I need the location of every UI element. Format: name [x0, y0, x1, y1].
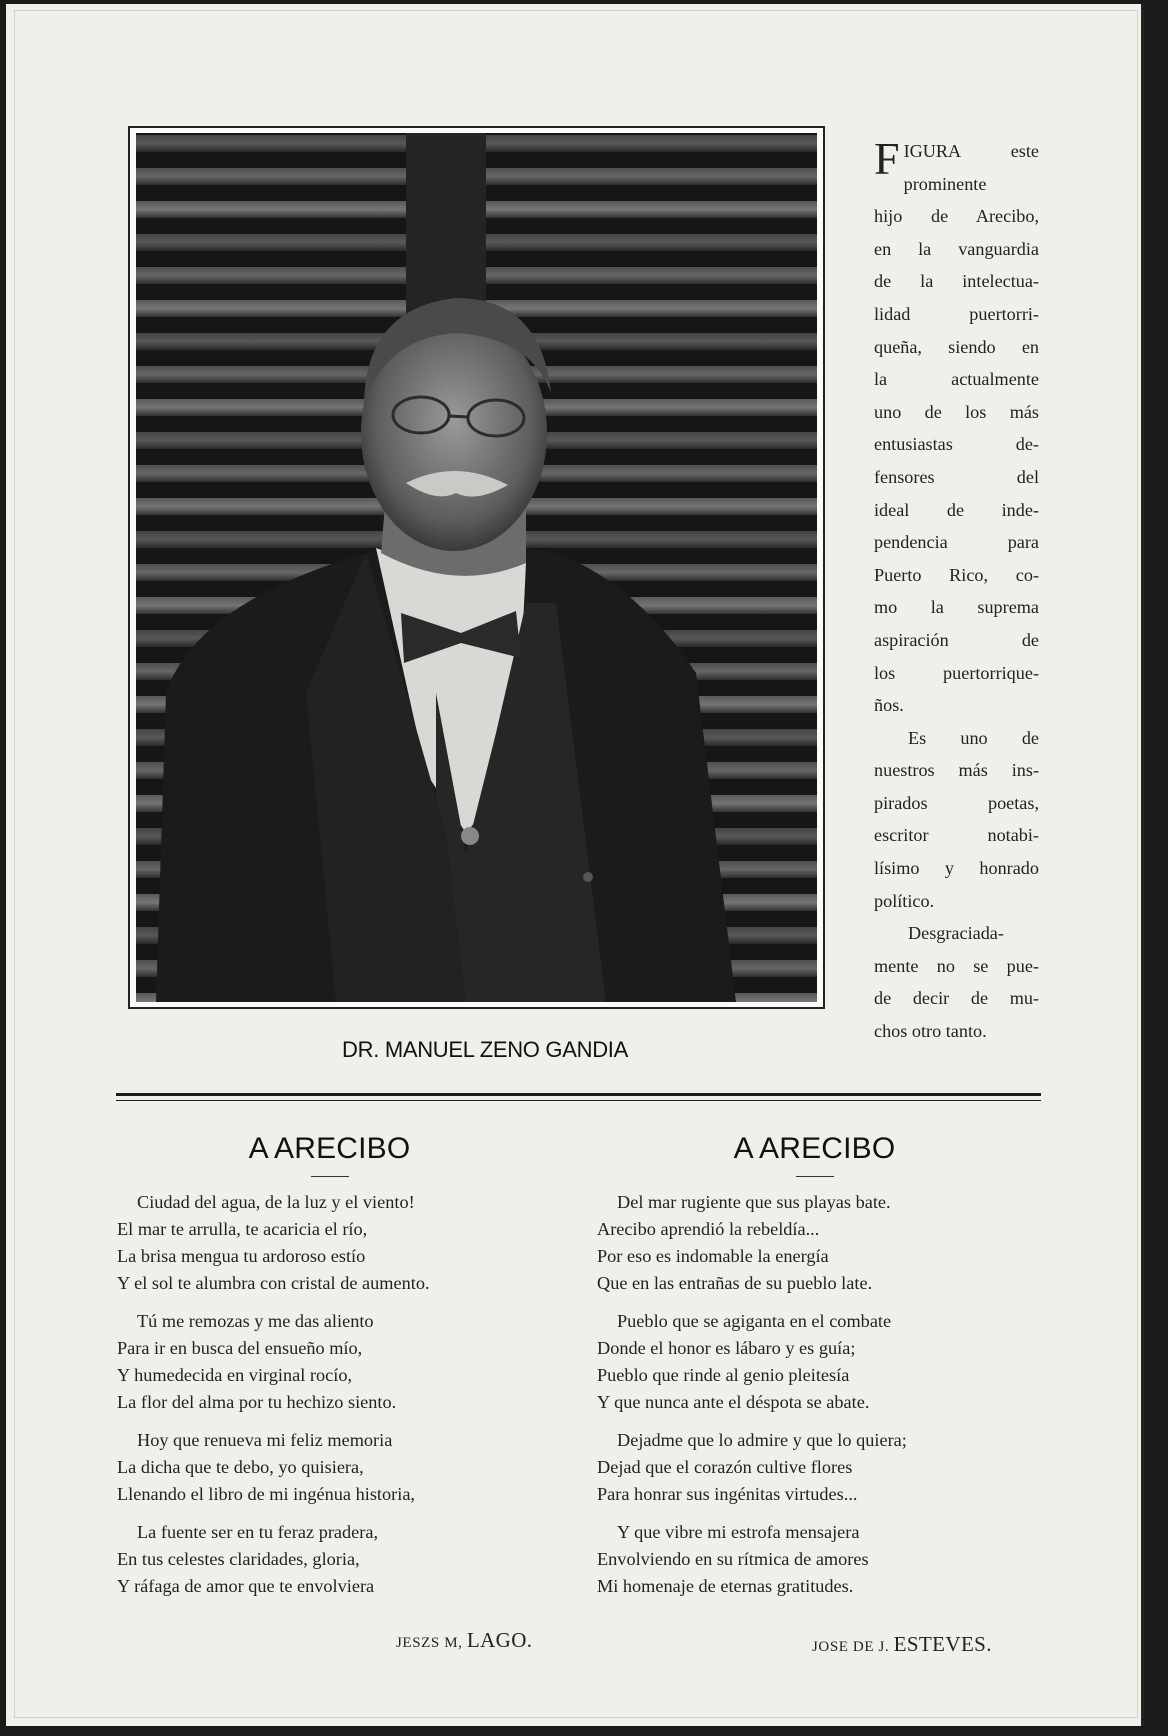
sidebar-line: los puertorrique-	[874, 662, 1039, 683]
poem-line: Para honrar sus ingénitas virtudes...	[597, 1484, 858, 1504]
sidebar-line: fensores del	[874, 466, 1039, 487]
sidebar-line: aspiración de	[874, 629, 1039, 650]
sidebar-line: pirados poetas,	[874, 792, 1039, 813]
dropcap-letter: F	[874, 133, 900, 184]
sidebar-line: uno de los más	[874, 401, 1039, 422]
poem-line: Dejad que el corazón cultive flores	[597, 1457, 853, 1477]
poem-line: Hoy que renueva mi feliz memoria	[137, 1430, 393, 1450]
poem-line: Y que nunca ante el déspota se abate.	[597, 1392, 870, 1412]
sidebar-paragraph-2	[874, 722, 1039, 918]
portrait-illustration	[136, 133, 817, 1002]
portrait-photo	[136, 133, 817, 1002]
sidebar-text	[874, 135, 1039, 1048]
poem-line: El mar te arrulla, te acaricia el río,	[117, 1219, 368, 1239]
poem-right-stanzas	[597, 1189, 1032, 1600]
poem-line: Llenando el libro de mi ingénua historia,	[117, 1484, 416, 1504]
poem-line: Ciudad del agua, de la luz y el viento!	[137, 1192, 415, 1212]
sidebar-line: hijo de Arecibo,	[874, 206, 1039, 227]
sidebar-line: de decir de mu-	[874, 988, 1039, 1009]
title-dash	[796, 1176, 834, 1177]
title-dash	[311, 1176, 349, 1177]
sidebar-line: Desgraciada-	[908, 923, 1004, 944]
poem-line: La brisa mengua tu ardoroso estío	[117, 1246, 366, 1266]
poem-line: En tus celestes claridades, gloria,	[117, 1549, 360, 1569]
poem-left-title: A ARECIBO	[248, 1132, 411, 1165]
sidebar-paragraph-3	[874, 917, 1039, 1047]
poem-left-author	[396, 1628, 532, 1653]
poem-line: Por eso es indomable la energía	[597, 1246, 829, 1266]
stanza	[597, 1308, 1032, 1416]
sidebar-line: ños.	[874, 695, 904, 716]
sidebar-line: Puerto Rico, co-	[874, 564, 1039, 585]
sidebar-line: político.	[874, 890, 935, 911]
stanza	[117, 1189, 542, 1297]
sidebar-line: ideal de inde-	[874, 499, 1039, 520]
sidebar-line: prominente	[903, 173, 987, 194]
sidebar-line: de la intelectua-	[874, 271, 1039, 292]
sidebar-line: Es uno de	[908, 727, 1039, 748]
poem-line: Y que vibre mi estrofa mensajera	[617, 1522, 860, 1542]
poem-line: Donde el honor es lábaro y es guía;	[597, 1338, 856, 1358]
stanza	[597, 1189, 1032, 1297]
stanza	[117, 1519, 542, 1600]
author-initials: JOSE DE J.	[812, 1639, 890, 1655]
poem-line: Y el sol te alumbra con cristal de aumento.	[117, 1273, 430, 1293]
poem-line: Del mar rugiente que sus playas bate.	[617, 1192, 891, 1212]
author-initials: JESZS M,	[396, 1635, 463, 1651]
sidebar-line: escritor notabi-	[874, 825, 1039, 846]
sidebar-line: pendencia para	[874, 532, 1039, 553]
poem-line: Que en las entrañas de su pueblo late.	[597, 1273, 873, 1293]
sidebar-line: chos otro tanto.	[874, 1021, 987, 1042]
sidebar-line: mente no se pue-	[874, 955, 1039, 976]
poem-line: Envolviendo en su rítmica de amores	[597, 1549, 869, 1569]
sidebar-line: lidad puertorri-	[874, 303, 1039, 324]
sidebar-line: la actualmente	[874, 369, 1039, 390]
sidebar-paragraph-1	[874, 135, 1039, 722]
sidebar-line: IGURA este	[903, 141, 1039, 161]
poem-line: Para ir en busca del ensueño mío,	[117, 1338, 363, 1358]
poem-left-stanzas	[117, 1189, 542, 1600]
poem-line: Pueblo que rinde al genio pleitesía	[597, 1365, 850, 1385]
poem-left	[117, 1132, 542, 1611]
sidebar-line: entusiastas de-	[874, 434, 1039, 455]
sidebar-line: mo la suprema	[874, 597, 1039, 618]
author-surname: ESTEVES.	[893, 1632, 992, 1656]
poem-line: La flor del alma por tu hechizo siento.	[117, 1392, 397, 1412]
sidebar-line: en la vanguardia	[874, 238, 1039, 259]
poem-line: Y ráfaga de amor que te envolviera	[117, 1576, 375, 1596]
stanza	[597, 1427, 1032, 1508]
sidebar-line: nuestros más ins-	[874, 760, 1039, 781]
poem-right-author	[812, 1632, 992, 1657]
sidebar-line: queña, siendo en	[874, 336, 1039, 357]
poem-right	[597, 1132, 1032, 1611]
poem-line: Arecibo aprendió la rebeldía...	[597, 1219, 820, 1239]
photo-caption: DR. MANUEL ZENO GANDIA	[342, 1037, 628, 1062]
poem-line: Tú me remozas y me das aliento	[137, 1311, 374, 1331]
poem-line: Y humedecida en virginal rocío,	[117, 1365, 353, 1385]
stanza	[597, 1519, 1032, 1600]
author-surname: LAGO.	[466, 1628, 533, 1652]
divider-rule-thick	[116, 1093, 1041, 1096]
poem-right-title: A ARECIBO	[733, 1132, 896, 1165]
poem-line: Dejadme que lo admire y que lo quiera;	[617, 1430, 907, 1450]
poem-line: Mi homenaje de eternas gratitudes.	[597, 1576, 854, 1596]
sidebar-line: lísimo y honrado	[874, 858, 1039, 879]
divider-rule-thin	[116, 1100, 1041, 1101]
stanza	[117, 1308, 542, 1416]
stanza	[117, 1427, 542, 1508]
poem-line: La fuente ser en tu feraz pradera,	[137, 1522, 379, 1542]
poem-line: Pueblo que se agiganta en el combate	[617, 1311, 892, 1331]
poem-line: La dicha que te debo, yo quisiera,	[117, 1457, 364, 1477]
